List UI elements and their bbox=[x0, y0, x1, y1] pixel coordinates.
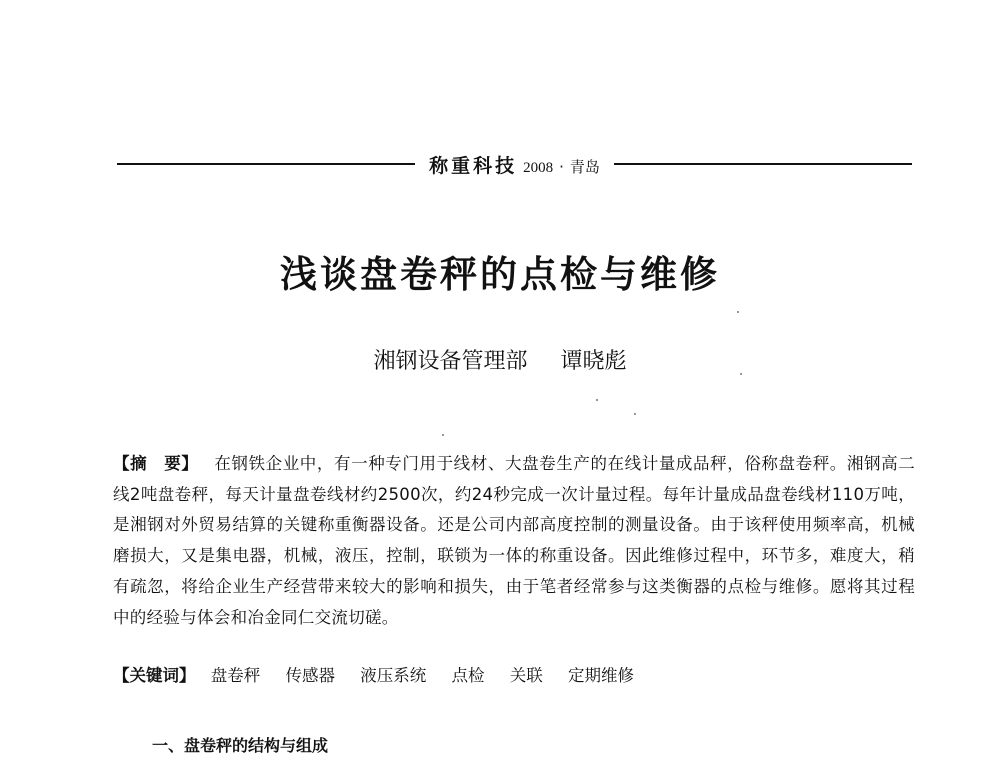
keyword-item: 定期维修 bbox=[568, 666, 634, 685]
journal-year: 2008 bbox=[523, 159, 554, 176]
header-rule-right bbox=[614, 163, 912, 165]
keyword-item: 点检 bbox=[451, 666, 485, 685]
abstract-text: 在钢铁企业中，有一种专门用于线材、大盘卷生产的在线计量成品秤，俗称盘卷秤。湘钢高二线2吨盘卷秤，每天计量盘卷线材约2500次，约24秒完成一次计量过程。每年计量成品盘卷线材110万吨，是湘钢对外贸易结算的关键称重衡器设备。还是公司内部高度控制的测量设备。由于该秤使用频率高，机械磨损大，又是集电器，机械，液压，控制，联锁为一体的称重设备。因此维修过程中，环节多，难度大，稍有疏忽，将给企业生产经营带来较大的影响和损失，由于笔者经常参与这类衡器的点检与维修。愿将其过程中的经验与体会和冶金同仁交流切磋。 bbox=[113, 454, 915, 627]
section-heading: 一、盘卷秤的结构与组成 bbox=[152, 736, 329, 755]
scan-speck bbox=[740, 373, 742, 375]
journal-city: 青岛 bbox=[569, 157, 600, 176]
header-rule-left bbox=[117, 163, 415, 165]
journal-name: 称重科技 bbox=[429, 154, 518, 177]
scan-speck bbox=[634, 413, 636, 415]
scan-speck bbox=[737, 311, 739, 313]
keyword-item: 盘卷秤 bbox=[210, 666, 261, 685]
journal-header bbox=[117, 151, 912, 177]
journal-header-text bbox=[415, 151, 614, 178]
author-name: 谭晓彪 bbox=[560, 349, 627, 374]
article-title: 浅谈盘卷秤的点检与维修 bbox=[280, 253, 720, 296]
abstract bbox=[113, 449, 915, 633]
scan-speck bbox=[442, 434, 444, 436]
keyword-item: 液压系统 bbox=[360, 666, 427, 685]
scan-speck bbox=[596, 399, 598, 401]
abstract-label: 【摘 要】 bbox=[113, 454, 199, 473]
byline bbox=[0, 344, 1000, 375]
affiliation: 湘钢设备管理部 bbox=[373, 349, 528, 374]
keywords bbox=[113, 663, 915, 689]
journal-separator: · bbox=[559, 157, 564, 176]
keyword-item: 关联 bbox=[509, 666, 543, 685]
keywords-label: 【关键词】 bbox=[113, 666, 196, 685]
keyword-item: 传感器 bbox=[285, 666, 335, 685]
